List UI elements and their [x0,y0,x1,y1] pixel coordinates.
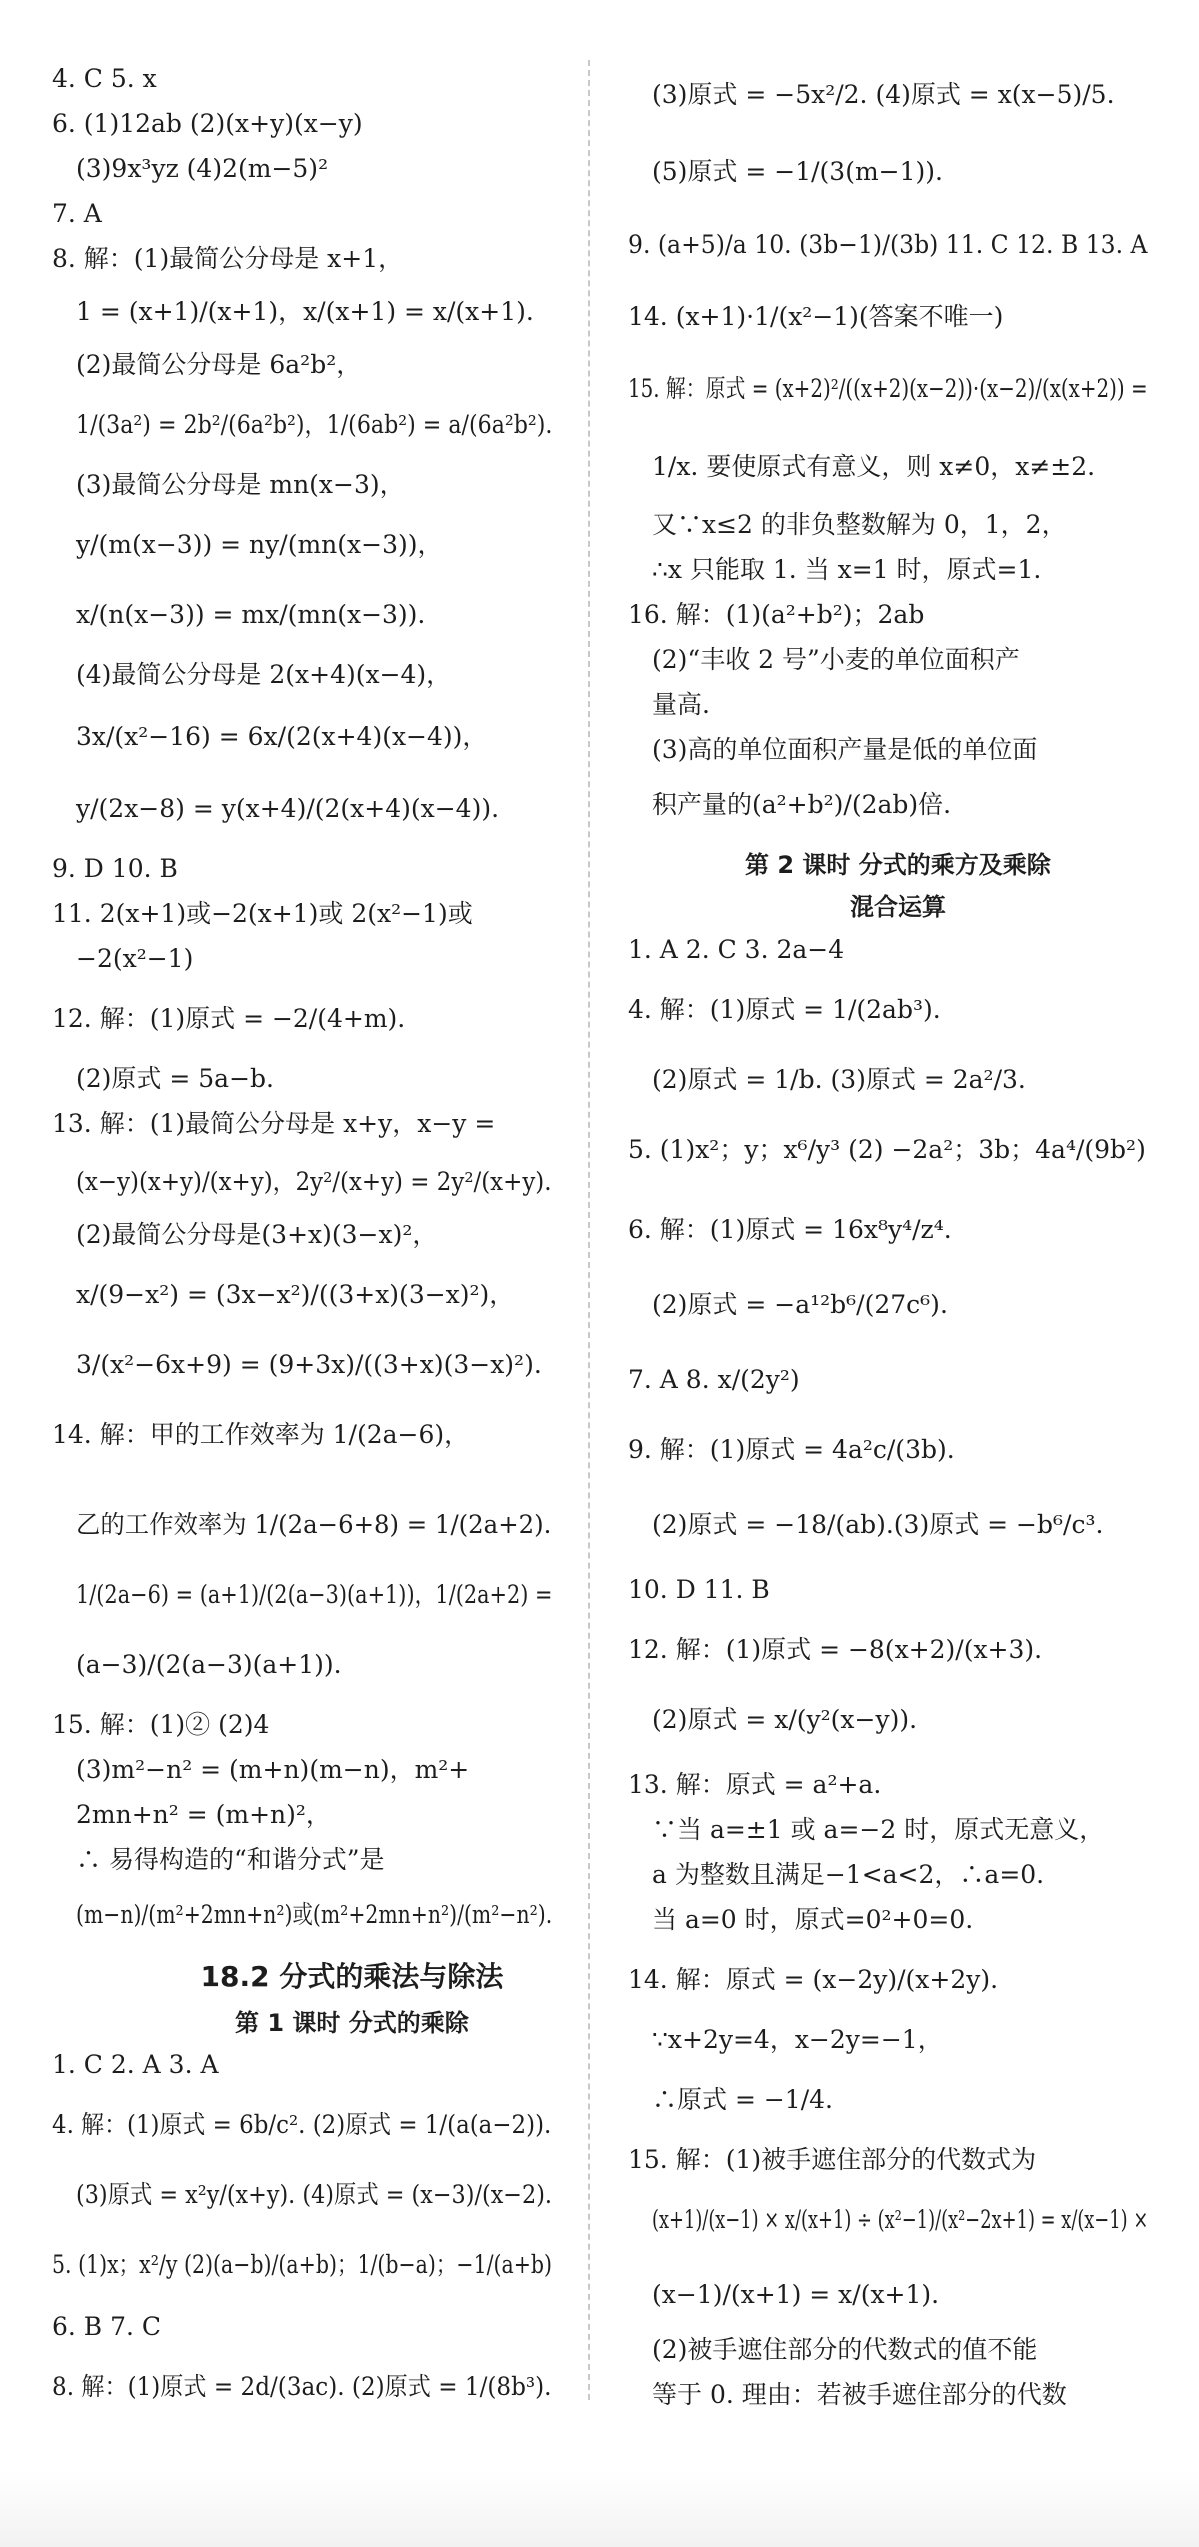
answer-line: 13. 解：(1)最简公分母是 x+y，x−y = [52,1109,496,1138]
answer-line: 7. A [52,199,102,228]
answer-line: (2)最简公分母是(3+x)(3−x)²， [76,1220,438,1249]
answer-line: ∴原式 = −1/4. [652,2085,833,2114]
answer-line: 1/x. 要使原式有意义，则 x≠0，x≠±2. [652,452,1096,481]
answer-line: 积产量的(a²+b²)/(2ab)倍. [652,790,952,819]
answer-line: 11. 2(x+1)或−2(x+1)或 2(x²−1)或 [52,899,473,928]
answer-line: 16. 解：(1)(a²+b²)；2ab [628,600,925,629]
answer-line: (2)原式 = −a¹²b⁶/(27c⁶). [652,1290,948,1319]
answer-line: 3/(x²−6x+9) = (9+3x)/((3+x)(3−x)²). [76,1350,542,1379]
section-heading: 混合运算 [850,893,946,921]
section-heading: 18.2 分式的乘法与除法 [200,1960,504,1993]
answer-line: (a−3)/(2(a−3)(a+1)). [76,1650,342,1679]
answer-line: ∴ 易得构造的“和谐分式”是 [76,1845,385,1874]
answer-line: 4. 解：(1)原式 = 6b/c². (2)原式 = 1/(a(a−2)). [52,2110,552,2139]
answer-line: (3)高的单位面积产量是低的单位面 [652,735,1038,764]
answer-line: 5. (1)x；x²/y (2)(a−b)/(a+b)；1/(b−a)；−1/(a+b) [52,2250,553,2279]
answer-line: y/(m(x−3)) = ny/(mn(x−3))， [76,530,443,559]
answer-line: 又∵x≤2 的非负整数解为 0，1，2， [652,510,1067,539]
answer-line: 15. 解：(1)被手遮住部分的代数式为 [628,2145,1037,2174]
answer-line: 3x/(x²−16) = 6x/(2(x+4)(x−4))， [76,722,488,751]
answer-line: 12. 解：(1)原式 = −2/(4+m). [52,1004,406,1033]
answer-line: 14. (x+1)·1/(x²−1)(答案不唯一) [628,302,1004,331]
answer-line: (x−y)(x+y)/(x+y)，2y²/(x+y) = 2y²/(x+y). [76,1167,552,1196]
answer-line: 8. 解：(1)最简公分母是 x+1， [52,244,404,273]
answer-line: (3)9x³yz (4)2(m−5)² [76,154,329,183]
answer-line: (2)最简公分母是 6a²b²， [76,350,362,379]
answer-line: (2)原式 = 1/b. (3)原式 = 2a²/3. [652,1065,1026,1094]
answer-line: (m−n)/(m²+2mn+n²)或(m²+2mn+n²)/(m²−n²). [76,1900,553,1929]
answer-line: 15. 解：(1)② (2)4 [52,1710,270,1739]
answer-line: 量高. [652,690,710,719]
answer-line: x/(n(x−3)) = mx/(mn(x−3)). [76,600,426,629]
answer-line: (x−1)/(x+1) = x/(x+1). [652,2280,940,2309]
answer-line: 6. 解：(1)原式 = 16x⁸y⁴/z⁴. [628,1215,952,1244]
answer-line: (4)最简公分母是 2(x+4)(x−4)， [76,660,452,689]
answer-line: ∴x 只能取 1. 当 x=1 时，原式=1. [652,555,1042,584]
answer-line: a 为整数且满足−1<a<2，∴a=0. [652,1860,1045,1889]
answer-line: (3)原式 = −5x²/2. (4)原式 = x(x−5)/5. [652,80,1115,109]
answer-line: 8. 解：(1)原式 = 2d/(3ac). (2)原式 = 1/(8b³). [52,2372,552,2401]
answer-line: 9. 解：(1)原式 = 4a²c/(3b). [628,1435,955,1464]
section-heading: 第 2 课时 分式的乘方及乘除 [745,851,1051,879]
answer-line: (3)原式 = x²y/(x+y). (4)原式 = (x−3)/(x−2). [76,2180,553,2209]
answer-line: 1. C 2. A 3. A [52,2050,219,2079]
answer-line: 13. 解：原式 = a²+a. [628,1770,882,1799]
answer-line: 14. 解：原式 = (x−2y)/(x+2y). [628,1965,999,1994]
column-divider [588,60,590,2400]
answer-line: (2)原式 = 5a−b. [76,1064,274,1093]
answer-line: 6. B 7. C [52,2312,162,2341]
answer-line: 1/(3a²) = 2b²/(6a²b²)，1/(6ab²) = a/(6a²b²). [76,410,553,439]
answer-line: 6. (1)12ab (2)(x+y)(x−y) [52,109,363,138]
answer-line: 15. 解：原式 = (x+2)²/((x+2)(x−2))·(x−2)/(x(x+2)) = [628,374,1148,403]
answer-line: 14. 解：甲的工作效率为 1/(2a−6)， [52,1420,470,1449]
answer-line: 1 = (x+1)/(x+1)，x/(x+1) = x/(x+1). [76,297,534,326]
answer-line: (x+1)/(x−1) × x/(x+1) ÷ (x²−1)/(x²−2x+1) = x/(x−1) × [652,2205,1149,2234]
answer-line: 9. D 10. B [52,854,178,883]
answer-line: (3)m²−n² = (m+n)(m−n)，m²+ [76,1755,470,1784]
answer-line: 1. A 2. C 3. 2a−4 [628,935,845,964]
answer-line: x/(9−x²) = (3x−x²)/((3+x)(3−x)²)， [76,1280,515,1309]
answer-line: (2)原式 = −18/(ab).(3)原式 = −b⁶/c³. [652,1510,1104,1539]
answer-line: 4. 解：(1)原式 = 1/(2ab³). [628,995,941,1024]
answer-line: (3)最简公分母是 mn(x−3)， [76,470,405,499]
answer-line: 1/(2a−6) = (a+1)/(2(a−3)(a+1))，1/(2a+2) = [76,1580,553,1609]
answer-line: −2(x²−1) [76,944,194,973]
answer-line: 7. A 8. x/(2y²) [628,1365,800,1394]
answer-line: 乙的工作效率为 1/(2a−6+8) = 1/(2a+2). [76,1510,552,1539]
answer-line: (2)被手遮住部分的代数式的值不能 [652,2335,1038,2364]
answer-line: ∵当 a=±1 或 a=−2 时，原式无意义， [652,1815,1105,1844]
answer-line: 9. (a+5)/a 10. (3b−1)/(3b) 11. C 12. B 13. A [628,230,1148,259]
answer-line: 12. 解：(1)原式 = −8(x+2)/(x+3). [628,1635,1043,1664]
page-bottom-shade [0,2470,1199,2547]
answer-line: (2)原式 = x/(y²(x−y)). [652,1705,918,1734]
answer-line: (5)原式 = −1/(3(m−1)). [652,157,943,186]
section-heading: 第 1 课时 分式的乘除 [235,2009,469,2037]
answer-line: 5. (1)x²；y；x⁶/y³ (2) −2a²；3b；4a⁴/(9b²) [628,1135,1146,1164]
answer-line: 10. D 11. B [628,1575,770,1604]
answer-line: 等于 0. 理由：若被手遮住部分的代数 [652,2380,1067,2409]
answer-line: 当 a=0 时，原式=0²+0=0. [652,1905,974,1934]
answer-line: ∵x+2y=4，x−2y=−1， [652,2025,943,2054]
answer-line: (2)“丰收 2 号”小麦的单位面积产 [652,645,1020,674]
answer-line: y/(2x−8) = y(x+4)/(2(x+4)(x−4)). [76,794,500,823]
answer-line: 4. C 5. x [52,64,157,93]
answer-line: 2mn+n² = (m+n)²， [76,1800,331,1829]
